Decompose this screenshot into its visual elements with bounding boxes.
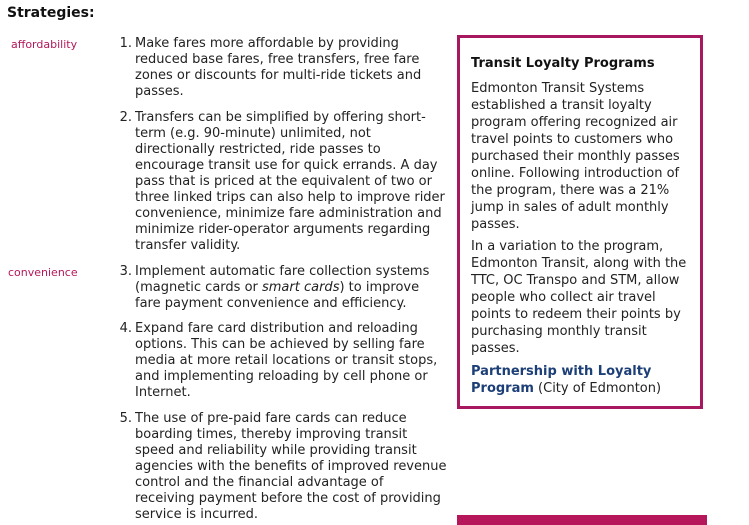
item-number: 4. — [119, 321, 132, 336]
item-text: Make fares more affordable by providing reduced base fares, free transfers, free fare zones or discounts for multi-ride tickets and passes. — [135, 36, 422, 99]
item-number: 5. — [119, 411, 132, 426]
strategy-item-4 — [114, 321, 444, 401]
strategy-item-3 — [114, 264, 444, 312]
item-text: Expand fare card distribution and reloading options. This can be achieved by selling fare media at more retail locations or transit stops, and implementing reloading by cell phone or Internet. — [135, 321, 438, 400]
strategy-item-2 — [114, 110, 444, 254]
strategy-item-5 — [114, 411, 447, 523]
strategy-item-1 — [114, 36, 444, 100]
sidebar-paragraph-2: In a variation to the program, Edmonton Transit, along with the TTC, OC Transpo and STM, allow people who collect air travel points to redeem their points by purchasing monthly transit passes. — [471, 239, 687, 356]
item-text-before: Implement automatic fare collection systems (magnetic cards or — [135, 264, 430, 295]
item-text: The use of pre-paid fare cards can reduce boarding times, thereby improving transit speed and reliability while providing transit agencies with the benefits of improved revenue control and the financial advantage of receiving payment before the cost of providing service is incurred. — [135, 411, 447, 522]
sidebar-title: Transit Loyalty Programs — [471, 56, 655, 71]
margin-label-convenience: convenience — [8, 266, 78, 279]
item-text — [135, 264, 447, 312]
item-text-after: ) to improve fare payment convenience and efficiency. — [135, 280, 420, 311]
section-heading: Strategies: — [7, 5, 95, 21]
loyalty-sidebar-box — [457, 35, 703, 409]
next-box-top-bar — [457, 515, 707, 525]
item-number: 3. — [119, 264, 132, 279]
partnership-link[interactable]: Partnership with Loyalty Program — [471, 364, 652, 396]
item-number: 1. — [119, 36, 132, 51]
item-number: 2. — [119, 110, 132, 125]
smart-cards-term: smart cards — [262, 280, 340, 295]
sidebar-paragraph-1: Edmonton Transit Systems established a transit loyalty program offering recognized air travel points to customers who purchased their monthly passes online. Following introduction of the program, there was a 21% jump in sales of adult monthly passes. — [471, 81, 680, 232]
item-text: Transfers can be simplified by offering short-term (e.g. 90-minute) unlimited, not directionally restricted, ride passes to encourage transit use for quick errands. A day pass that is priced at the equivalent of two or three linked trips can also help to improve rider convenience, minimize fare administration and minimize rider-operator arguments regarding transfer validity. — [135, 110, 445, 253]
margin-label-affordability: affordability — [11, 38, 78, 51]
sidebar-link-paragraph — [471, 363, 695, 397]
link-suffix: (City of Edmonton) — [533, 381, 662, 396]
